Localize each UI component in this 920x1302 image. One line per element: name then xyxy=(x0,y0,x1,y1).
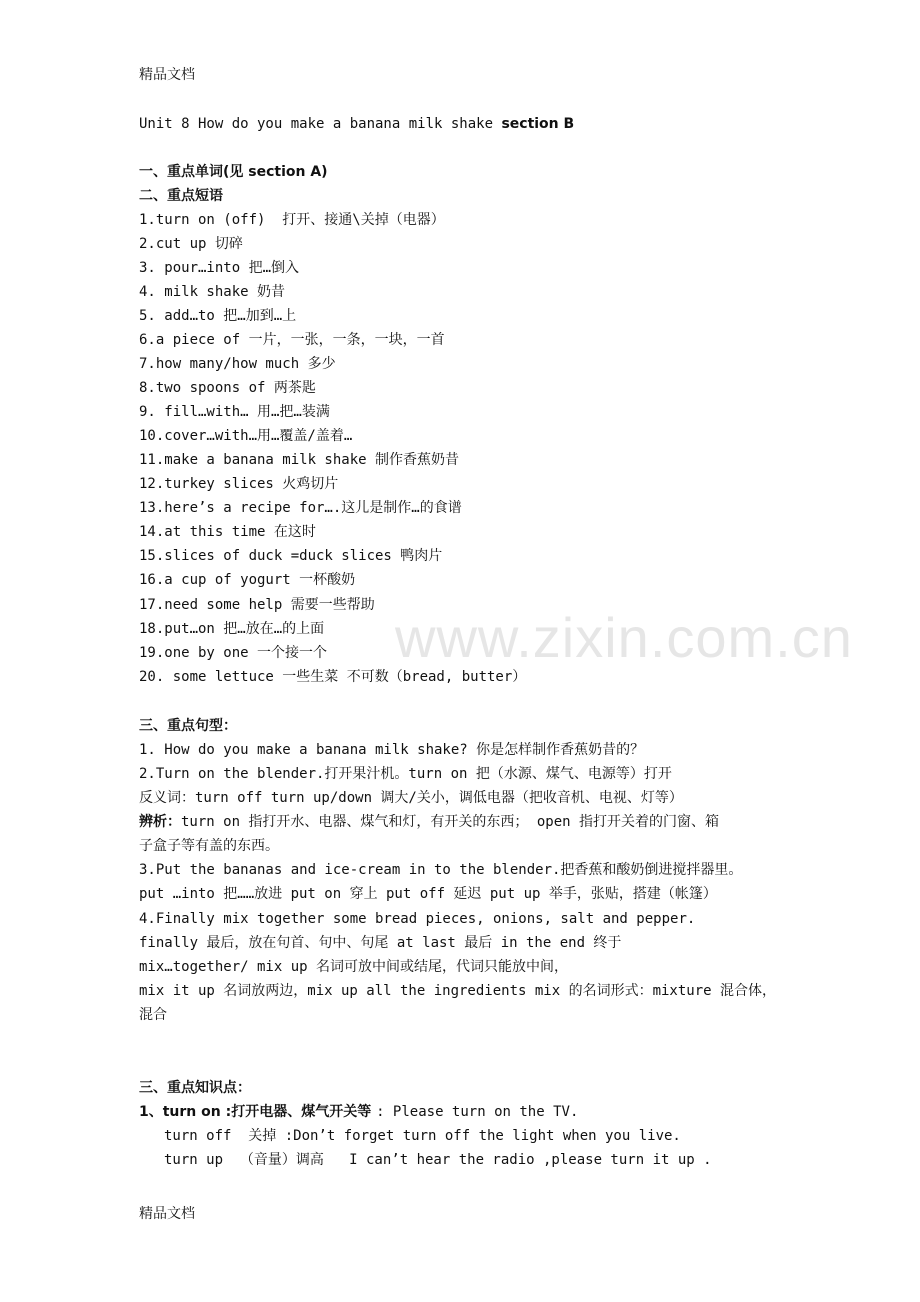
phrase-item: 13.here’s a recipe for….这儿是制作…的食谱 xyxy=(139,500,462,516)
sentence-line: mix…together/ mix up 名词可放中间或结尾，代词只能放中间， xyxy=(139,959,569,975)
analysis-text: turn on 指打开水、电器、煤气和灯，有开关的东西； open 指打开关着的门窗、箱 xyxy=(181,814,720,830)
phrase-item: 5. add…to 把…加到…上 xyxy=(139,308,297,324)
knowledge-example: : Please turn on the TV. xyxy=(376,1104,579,1120)
sentence-line: 1. How do you make a banana milk shake? 你是怎样制作香蕉奶昔的？ xyxy=(139,742,645,758)
knowledge-term: 1、turn on :打开电器、煤气开关等 xyxy=(139,1104,377,1120)
sentence-line: 3.Put the bananas and ice-cream in to the blender.把香蕉和酸奶倒进搅拌器里。 xyxy=(139,862,743,878)
phrase-item: 7.how many/how much 多少 xyxy=(139,356,336,372)
phrase-item: 2.cut up 切碎 xyxy=(139,236,243,252)
phrase-item: 3. pour…into 把…倒入 xyxy=(139,260,300,276)
title-bold: section B xyxy=(501,116,575,132)
knowledge-line: turn off 关掉 :Don’t forget turn off the light when you live. xyxy=(164,1128,681,1144)
sentence-line xyxy=(139,813,719,831)
section-heading-sentences: 三、重点句型： xyxy=(139,718,237,734)
phrase-item: 19.one by one 一个接一个 xyxy=(139,645,328,661)
phrase-item: 14.at this time 在这时 xyxy=(139,524,316,540)
knowledge-line: turn up （音量）调高 I can’t hear the radio ,please turn it up . xyxy=(164,1152,712,1168)
sentence-line: 反义词：turn off turn up/down 调大/关小，调低电器（把收音机、电视、灯等） xyxy=(139,790,683,806)
sentence-line: mix it up 名词放两边，mix up all the ingredients mix 的名词形式：mixture 混合体， xyxy=(139,983,777,999)
watermark: www.zixin.com.cn xyxy=(395,606,853,669)
knowledge-line xyxy=(139,1103,578,1121)
page-footer: 精品文档 xyxy=(139,1206,195,1222)
sentence-line: 2.Turn on the blender.打开果汁机。turn on 把（水源、煤气、电源等）打开 xyxy=(139,766,672,782)
phrase-item: 10.cover…with…用…覆盖/盖着… xyxy=(139,428,353,444)
sentence-line: finally 最后，放在句首、句中、句尾 at last 最后 in the end 终于 xyxy=(139,935,622,951)
phrase-item: 9. fill…with… 用…把…装满 xyxy=(139,404,330,420)
phrase-item: 18.put…on 把…放在…的上面 xyxy=(139,621,325,637)
phrase-item: 4. milk shake 奶昔 xyxy=(139,284,286,300)
phrase-item: 1.turn on (off) 打开、接通\关掉（电器） xyxy=(139,212,445,228)
phrase-item: 12.turkey slices 火鸡切片 xyxy=(139,476,339,492)
phrase-item: 17.need some help 需要一些帮助 xyxy=(139,597,375,613)
section-heading-knowledge: 三、重点知识点： xyxy=(139,1080,251,1096)
sentence-line: 4.Finally mix together some bread pieces, onions, salt and pepper. xyxy=(139,911,696,927)
page-header: 精品文档 xyxy=(139,67,195,83)
phrase-item: 6.a piece of 一片，一张，一条，一块，一首 xyxy=(139,332,445,348)
phrase-item: 16.a cup of yogurt 一杯酸奶 xyxy=(139,572,356,588)
sentence-line: 子盒子等有盖的东西。 xyxy=(139,838,279,854)
section-heading-words: 一、重点单词(见 section A) xyxy=(139,164,328,180)
section-heading-phrases: 二、重点短语 xyxy=(139,188,223,204)
sentence-line: put …into 把……放进 put on 穿上 put off 延迟 put up 举手，张贴，搭建（帐篷） xyxy=(139,886,717,902)
analysis-label: 辨析： xyxy=(139,814,181,830)
title-main: Unit 8 How do you make a banana milk shake xyxy=(139,116,502,132)
phrase-item: 11.make a banana milk shake 制作香蕉奶昔 xyxy=(139,452,460,468)
phrase-item: 8.two spoons of 两茶匙 xyxy=(139,380,316,396)
phrase-item: 20. some lettuce 一些生菜 不可数（bread, butter） xyxy=(139,669,527,685)
phrase-item: 15.slices of duck =duck slices 鸭肉片 xyxy=(139,548,443,564)
document-title xyxy=(139,115,574,133)
sentence-line: 混合 xyxy=(139,1007,167,1023)
